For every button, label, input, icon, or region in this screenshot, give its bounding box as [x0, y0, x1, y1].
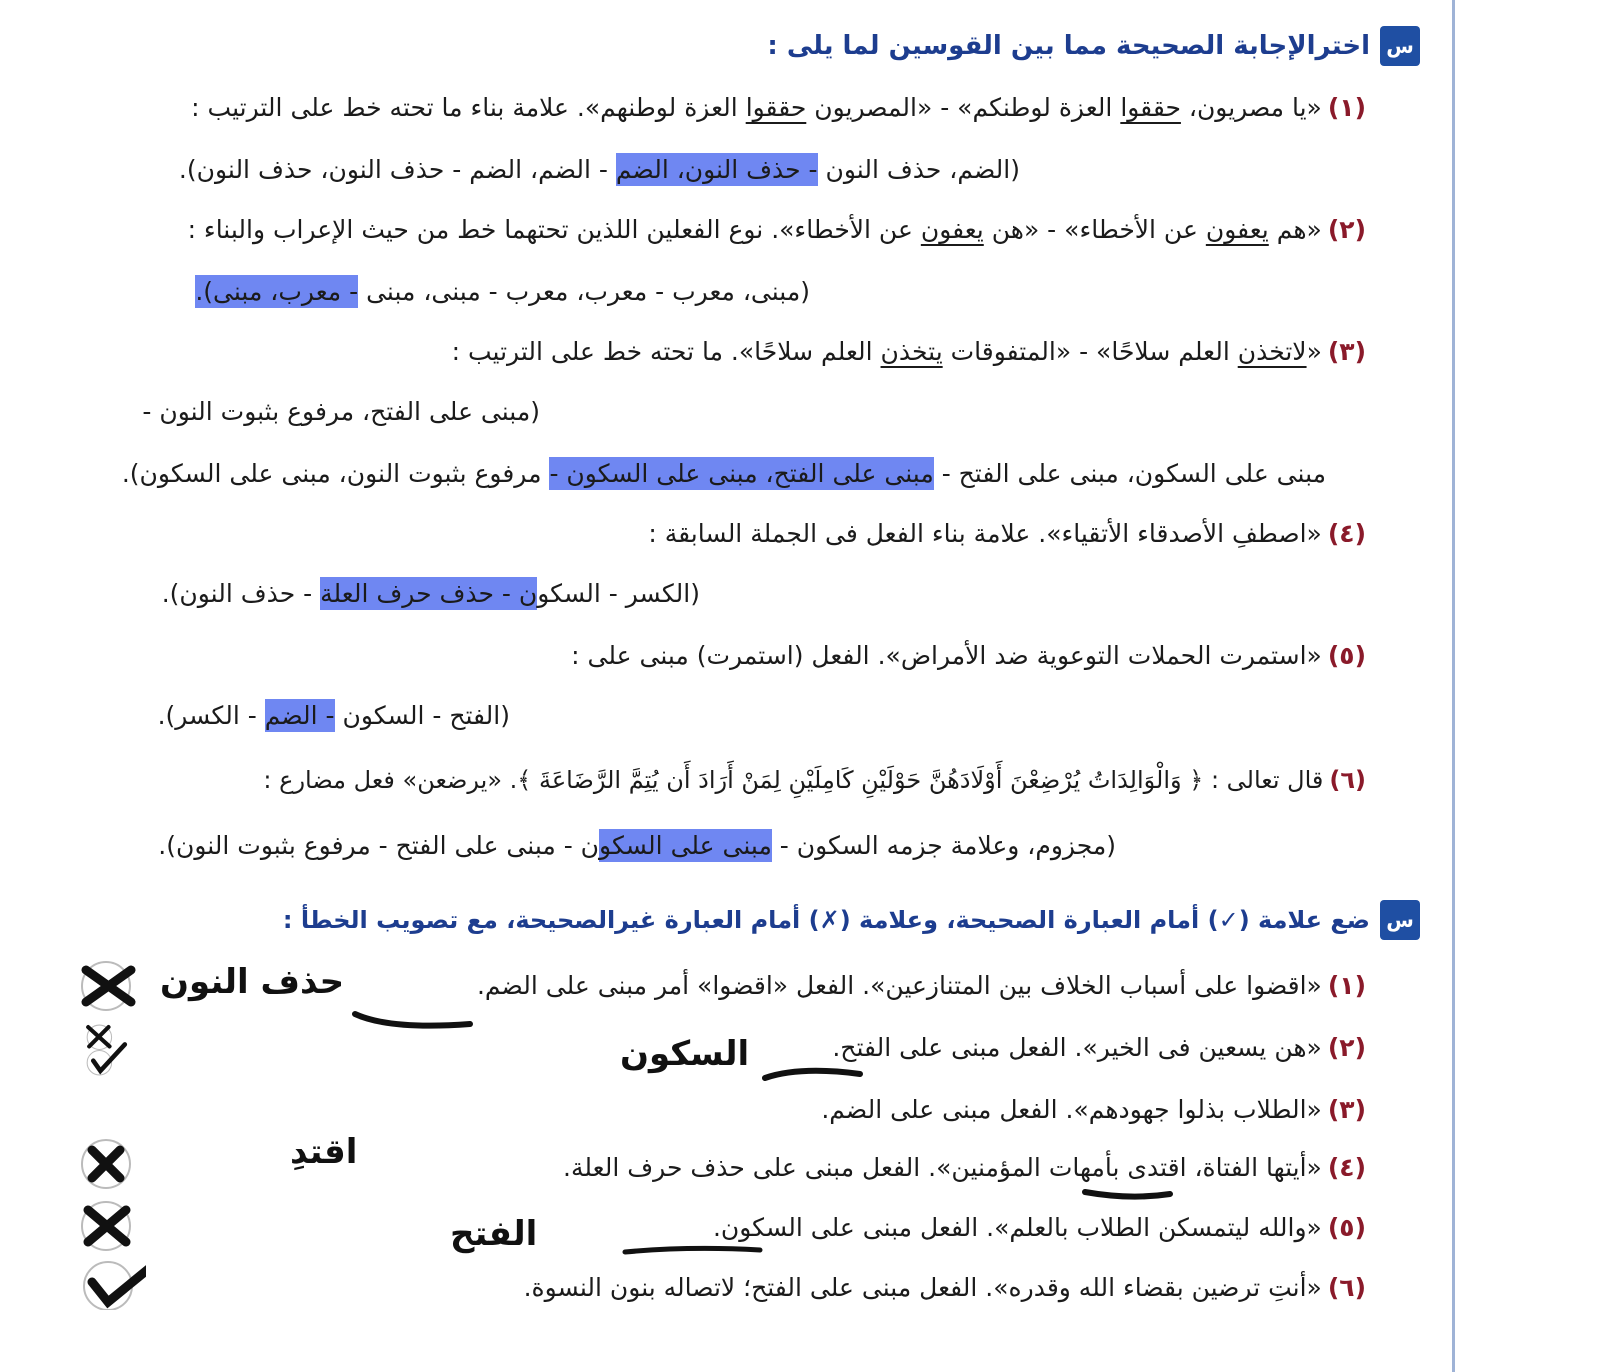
underlined-word: يعفون: [1205, 215, 1269, 244]
margin-rule: [1452, 0, 1455, 1372]
q1-item-2-question: [188, 212, 1366, 248]
text: العزة لوطنهم». علامة بناء ما تحته خط على الترتيب :: [191, 93, 746, 122]
item-number: (٣): [1327, 1095, 1366, 1124]
text: (الكسر - السكو: [537, 579, 700, 608]
item-number: (٢): [1327, 1033, 1366, 1062]
q2-item-6: [524, 1270, 1366, 1306]
q2-item-4: [563, 1150, 1366, 1186]
q1-item-1-options: [179, 152, 1020, 188]
statement: «هن يسعين فى الخير». الفعل مبنى على الفتح.: [832, 1033, 1322, 1062]
q2-item-2: [832, 1030, 1366, 1066]
underlined-word: يعفون: [920, 215, 984, 244]
text: العلم سلاحًا» - «المتفوقات: [942, 337, 1238, 366]
text: (مبنى، معرب - معرب، معرب - مبنى، مبنى: [358, 277, 810, 306]
q2-item-3: [821, 1092, 1366, 1128]
text: العلم سلاحًا». ما تحته خط على الترتيب :: [451, 337, 881, 366]
item-number: (٥): [1327, 641, 1366, 670]
text: قال تعالى : ﴿ وَالْوَالِدَاتُ يُرْضِعْنَ أَوْلَادَهُنَّ حَوْلَيْنِ كَامِلَيْنِ لِمَنْ أَرَادَ أَن يُتِمَّ الرَّضَاعَةَ ﴾. «يرضعن» فعل مضارع :: [263, 766, 1324, 794]
text: - حذف النون).: [161, 579, 321, 608]
text: (الفتح - السكون: [334, 701, 510, 730]
text: عن الأخطاء» - «هن: [983, 215, 1206, 244]
pen-underline: [620, 1238, 770, 1262]
underlined-word: حققوا: [745, 93, 807, 122]
check-mark-icon: [76, 1254, 146, 1310]
item-number: (١): [1327, 971, 1366, 1000]
text: ن - مبنى على الفتح - مرفوع بثبوت النون).: [158, 831, 600, 860]
underlined-word: يتخذن: [880, 337, 943, 366]
statement: «الطلاب بذلوا جهودهم». الفعل مبنى على الضم.: [821, 1095, 1322, 1124]
item-number: (٣): [1327, 337, 1366, 366]
item-number: (٤): [1327, 1153, 1366, 1182]
highlighted-answer: ن - حذف حرف العلة: [320, 579, 538, 608]
highlighted-answer: مبنى على الفتح، مبنى على السكون -: [549, 459, 934, 488]
item-number: (١): [1327, 93, 1366, 122]
cross-mark-icon: [76, 958, 146, 1014]
q2-item-1: [477, 968, 1366, 1004]
highlighted-answer: مبنى على السكو: [599, 831, 772, 860]
handwritten-correction-5: الفتح: [450, 1214, 538, 1254]
text: (الضم، حذف النون: [817, 155, 1020, 184]
question-1-title: اخترالإجابة الصحيحة مما بين القوسين لما يلى :: [767, 31, 1370, 61]
q1-item-3-options-line-2: [122, 456, 1326, 492]
cross-and-check-icon: [72, 1022, 142, 1078]
item-number: (٦): [1329, 766, 1366, 794]
item-number: (٥): [1327, 1213, 1366, 1242]
q1-item-3-options-line-1: (مبنى على الفتح، مرفوع بثبوت النون -: [142, 397, 540, 426]
text: «اصطفِ الأصدقاء الأتقياء». علامة بناء الفعل فى الجملة السابقة :: [648, 519, 1322, 548]
highlighted-answer: - معرب، مبنى).: [195, 277, 359, 306]
text: مرفوع بثبوت النون، مبنى على السكون).: [121, 459, 550, 488]
text: العزة لوطنكم» - «المصريون: [806, 93, 1121, 122]
question-badge-1: س: [1380, 26, 1420, 66]
pen-underline: [760, 1060, 870, 1086]
cross-mark-icon: [76, 1136, 146, 1192]
question-badge-2: س: [1380, 900, 1420, 940]
q1-item-3-question: [452, 334, 1366, 370]
q1-item-6-question: [263, 762, 1366, 798]
q1-item-1-question: [191, 90, 1366, 126]
item-number: (٤): [1327, 519, 1366, 548]
text: «هم: [1268, 215, 1322, 244]
text: «: [1306, 337, 1322, 366]
pen-underline: [350, 1004, 480, 1034]
highlighted-answer: - حذف النون، الضم: [615, 155, 818, 184]
item-number: (٦): [1327, 1273, 1366, 1302]
highlighted-answer: - الضم: [264, 701, 335, 730]
q1-item-6-options: [158, 828, 1116, 864]
underlined-word: لاتخذن: [1237, 337, 1307, 366]
text: - الكسر).: [157, 701, 265, 730]
text: - الضم، الضم - حذف النون، حذف النون).: [178, 155, 616, 184]
q1-item-5-question: [571, 638, 1366, 674]
text: «يا مصريون،: [1180, 93, 1322, 122]
text: (مجزوم، وعلامة جزمه السكون -: [771, 831, 1116, 860]
handwritten-correction-2: السكون: [620, 1034, 750, 1074]
q1-item-5-options: [158, 698, 510, 734]
text: مبنى على السكون، مبنى على الفتح -: [933, 459, 1326, 488]
handwritten-correction-4: اقتدِ: [290, 1132, 358, 1172]
statement: «أيتها الفتاة، اقتدى بأمهات المؤمنين». الفعل مبنى على حذف حرف العلة.: [563, 1153, 1322, 1182]
q2-item-5: [713, 1210, 1366, 1246]
text: عن الأخطاء». نوع الفعلين اللذين تحتهما خط من حيث الإعراب والبناء :: [187, 215, 921, 244]
q1-item-4-question: [648, 516, 1366, 552]
statement: «أنتِ ترضين بقضاء الله وقدره». الفعل مبنى على الفتح؛ لاتصاله بنون النسوة.: [523, 1273, 1322, 1302]
underlined-word: حققوا: [1120, 93, 1181, 122]
statement: «اقضوا على أسباب الخلاف بين المتنازعين». الفعل «اقضوا» أمر مبنى على الضم.: [476, 971, 1322, 1000]
handwritten-correction-1: حذف النون: [160, 962, 345, 1002]
item-number: (٢): [1327, 215, 1366, 244]
cross-mark-icon: [76, 1198, 146, 1254]
q1-item-4-options: [162, 576, 700, 612]
q1-item-2-options: [195, 274, 810, 310]
statement: «والله ليتمسكن الطلاب بالعلم». الفعل مبنى على السكون.: [712, 1213, 1322, 1242]
question-2-title: ضع علامة (✓) أمام العبارة الصحيحة، وعلامة (✗) أمام العبارة غيرالصحيحة، مع تصويب الخطأ :: [282, 906, 1370, 934]
pen-underline: [1080, 1182, 1180, 1206]
text: «استمرت الحملات التوعوية ضد الأمراض». الفعل (استمرت) مبنى على :: [571, 641, 1322, 670]
